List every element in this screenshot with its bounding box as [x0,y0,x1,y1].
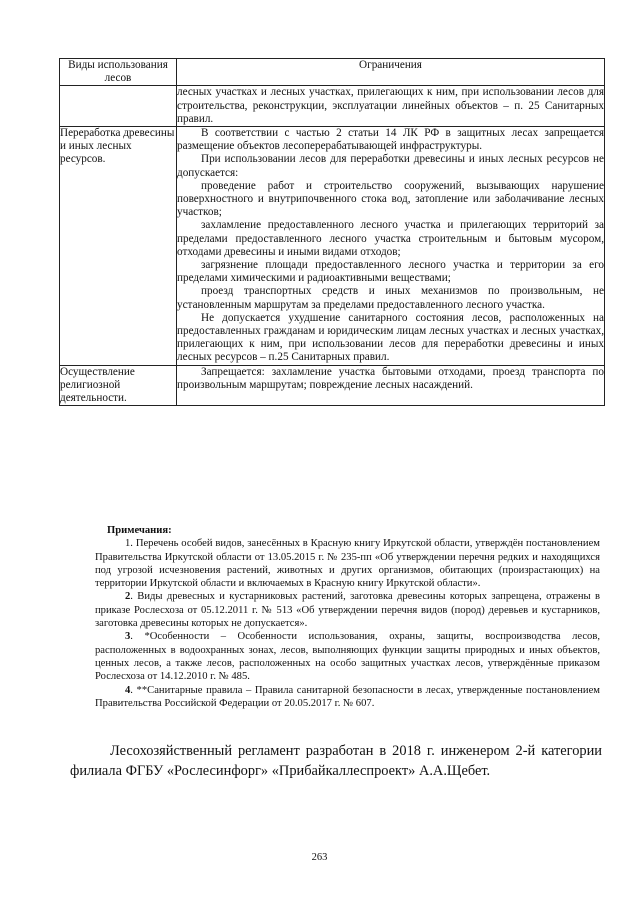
column-header-restrictions: Ограничения [177,59,605,86]
row-kind-cell: Осуществление религиозной деятельности. [60,365,177,406]
restriction-paragraph: При использовании лесов для переработки древесины и иных лесных ресурсов не допускается: [177,153,604,179]
row-kind-cell [60,86,177,127]
restrictions-table [59,58,605,406]
closing-statement [70,741,602,781]
restriction-paragraph: лесных участках и лесных участках, прилегающих к ним, при использовании лесов для строительства, реконструкции, эксплуатации линейных объектов – п. 25 Санитарных правил. [177,86,604,125]
row-kind-cell: Переработка древесины и иных лесных ресурсов. [60,127,177,366]
note-item [95,537,600,590]
note-number: 3 [125,631,131,643]
row-restriction-cell [177,365,605,406]
notes-section [95,524,600,710]
note-number: 1. [125,538,133,550]
notes-title: Примечания: [107,525,172,536]
restriction-paragraph: загрязнение площади предоставленного лесного участка и территории за его пределами химическими и радиоактивными веществами; [177,259,604,285]
note-text: . **Санитарные правила – Правила санитарной безопасности в лесах, утвержденные постановлением Правительства Российской Федерации от 20.05.2017 г. № 607. [95,684,600,709]
note-text: . Виды древесных и кустарниковых растений, заготовка древесины которых запрещена, отражены в приказе Рослесхоза от 05.12.2011 г. № 513 «Об утверждении перечня видов (пород) деревьев и кустарников, заготовка древесины которых не допускается». [95,591,600,630]
table-row [60,365,605,406]
page-number: 263 [311,852,328,863]
note-number: 2 [125,591,131,603]
restriction-paragraph: Запрещается: захламление участка бытовыми отходами, проезд транспорта по произвольным маршрутам; повреждение лесных насаждений. [177,365,604,391]
table-row [60,127,605,366]
note-item [95,590,600,630]
restriction-paragraph: проезд транспортных средств и иных механизмов по произвольным, не установленным маршрутам за пределами предоставленного лесного участка. [177,285,604,311]
row-restriction-cell [177,127,605,366]
restriction-paragraph: проведение работ и строительство сооружений, вызывающих нарушение поверхностного и внутрипочвенного стока вод, затопление или заболачивание лесных участков; [177,179,604,219]
note-item [95,630,600,683]
note-item [95,684,600,711]
row-restriction-cell [177,86,605,127]
closing-text: Лесохозяйственный регламент разработан в 2018 г. инженером 2-й категории филиала ФГБУ «Рослесинфорг» «Прибайкаллеспроект» А.А.Щебет. [70,743,602,779]
column-header-kinds: Виды использования лесов [60,59,177,86]
restriction-paragraph: Не допускается ухудшение санитарного состояния лесов, расположенных на предоставленных гражданам и юридическим лицам лесных участках и лесных участках, прилегающих к ним, при использовании лесов для переработки древесины и иных лесных ресурсов – п.25 Санитарных правил. [177,311,604,364]
note-text: Перечень особей видов, занесённых в Красную книгу Иркутской области, утверждён постановлением Правительства Иркутской области от 13.05.2015 г. № 235-пп «Об утверждении перечня редких и находящихся под угрозой исчезновения растений, животных и других организмов, обитающих (произрастающих) на территории Иркутской области и включаемых в Красную книгу Иркутской области». [95,538,600,590]
restriction-paragraph: захламление предоставленного лесного участка и прилегающих территорий за пределами предоставленного лесного участка строительным и бытовым мусором, отходами древесины и иными видами отходов; [177,219,604,258]
restriction-paragraph: В соответствии с частью 2 статьи 14 ЛК РФ в защитных лесах запрещается размещение объектов лесоперерабатывающей инфраструктуры. [177,127,604,153]
note-number: 4 [125,684,131,696]
note-text: . *Особенности – Особенности использования, охраны, защиты, воспроизводства лесов, расположенных в водоохранных зонах, лесов, выполняющих функции защиты природных и иных объектов, ценных лесов, а также лесов, расположенных на особо защитных участках лесов, утверждённые приказом Рослесхоза от 14.12.2010 г. № 485. [95,631,600,683]
table-header-row [60,59,605,86]
table-row [60,86,605,127]
